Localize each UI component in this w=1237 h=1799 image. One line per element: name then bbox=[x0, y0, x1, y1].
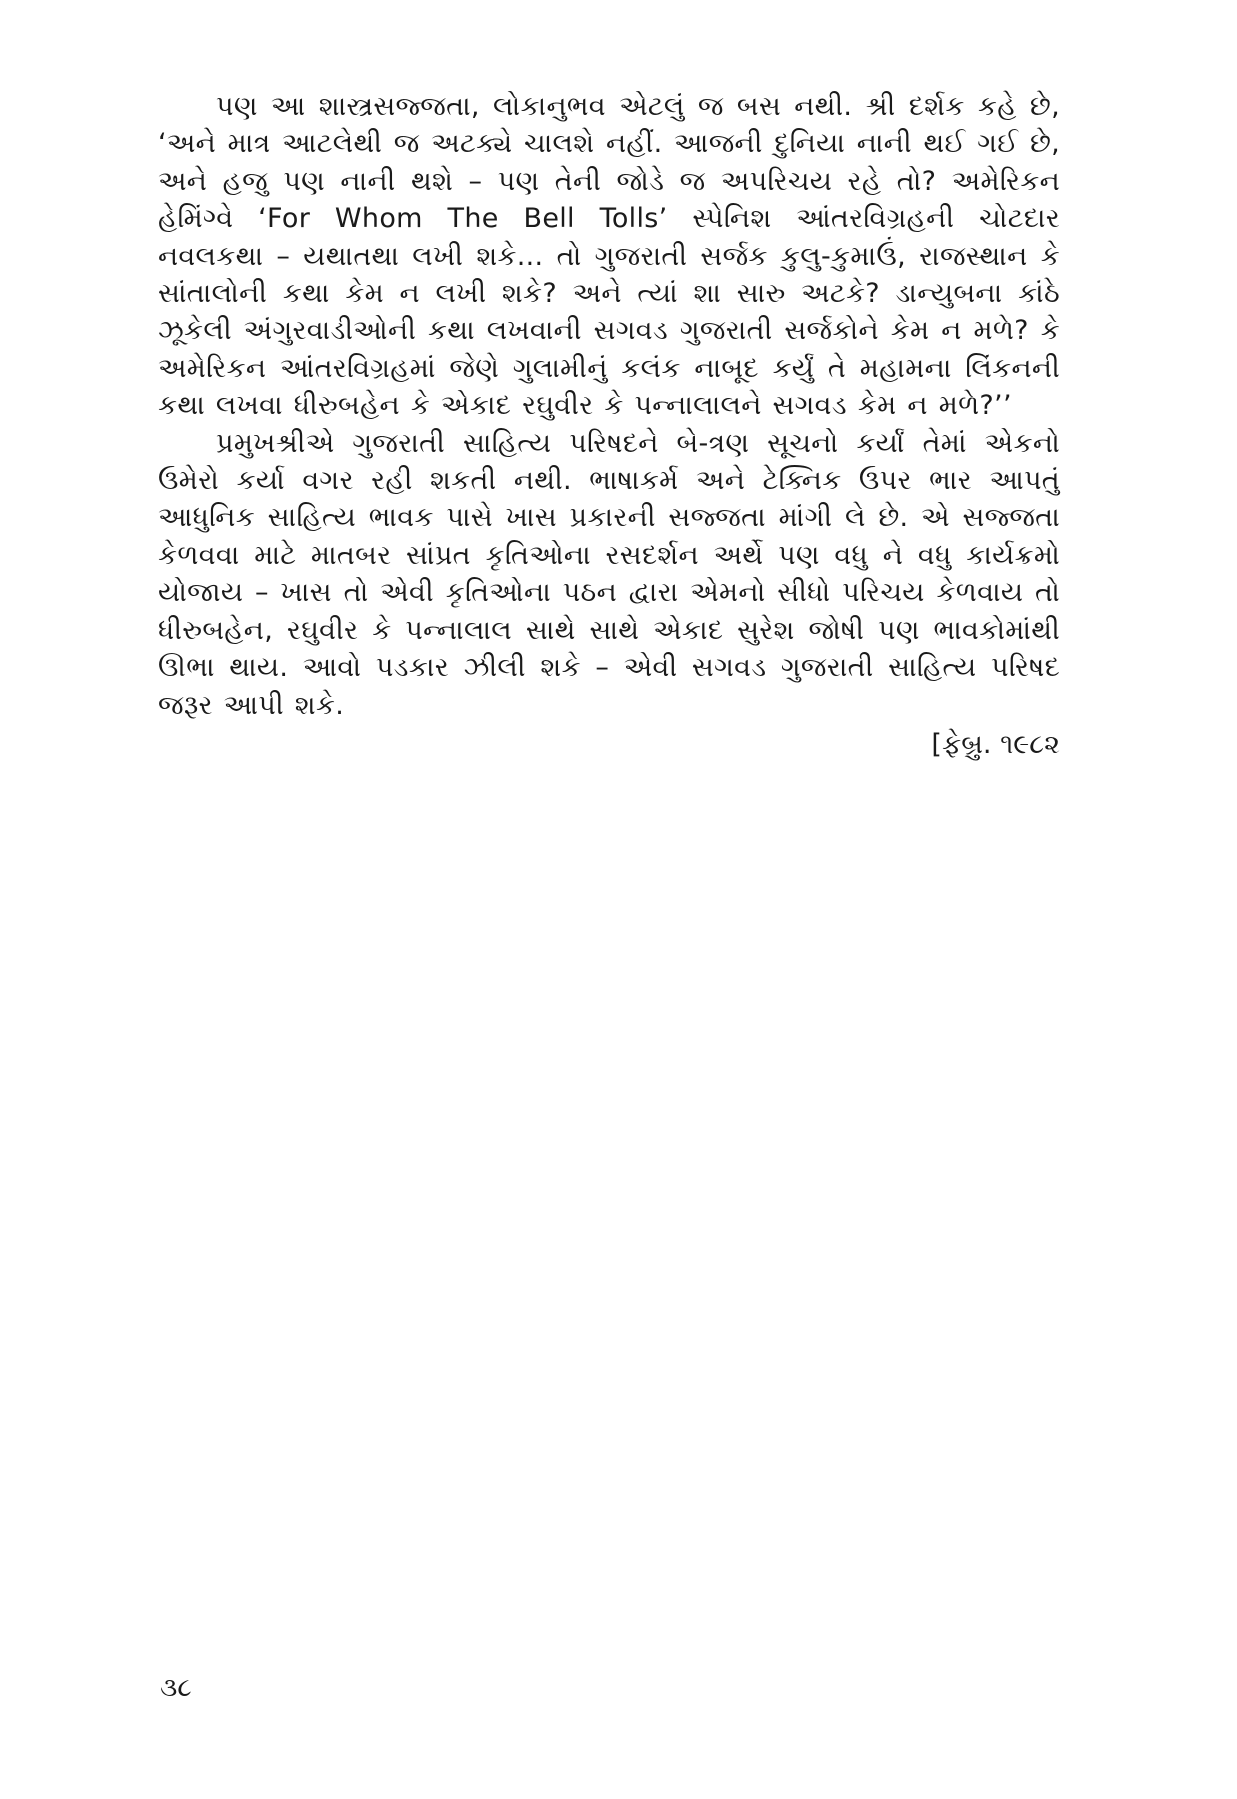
page-number: ૩૮ bbox=[160, 1673, 192, 1703]
page-body bbox=[158, 88, 1060, 763]
paragraph-2: પ્રમુખશ્રીએ ગુજરાતી સાહિત્ય પરિષદને બે-ત્રણ સૂચનો કર્યાં તેમાં એકનો ઉમેરો કર્યા વગર રહી શકતી નથી. ભાષાકર્મ અને ટેક્નિક ઉપર ભાર આપતું આધુનિક સાહિત્ય ભાવક પાસે ખાસ પ્રકારની સજ્જતા માંગી લે છે. એ સજ્જતા કેળવવા માટે માતબર સાંપ્રત કૃતિઓના રસદર્શન અર્થે પણ વધુ ને વધુ કાર્યક્રમો યોજાય – ખાસ તો એવી કૃતિઓના પઠન દ્વારા એમનો સીધો પરિચય કેળવાય તો ધીરુબહેન, રઘુવીર કે પન્નાલાલ સાથે સાથે એકાદ સુરેશ જોષી પણ ભાવકોમાંથી ઊભા થાય. આવો પડકાર ઝીલી શકે – એવી સગવડ ગુજરાતી સાહિત્ય પરિષદ જરૂર આપી શકે. bbox=[158, 427, 1060, 721]
paragraph-1: પણ આ શાસ્ત્રસજ્જતા, લોકાનુભવ એટલું જ બસ નથી. શ્રી દર્શક કહે છે, ‘અને માત્ર આટલેથી જ અટક્યે ચાલશે નહીં. આજની દુનિયા નાની થઈ ગઈ છે, અને હજુ પણ નાની થશે – પણ તેની જોડે જ અપરિચય રહે તો? અમેરિકન હેમિંગ્વે ‘For Whom The Bell Tolls’ સ્પેનિશ આંતરવિગ્રહની ચોટદાર નવલકથા – યથાતથા લખી શકે... તો ગુજરાતી સર્જક કુલુ-કુમાઉં, રાજસ્થાન કે સાંતાલોની કથા કેમ ન લખી શકે? અને ત્યાં શા સારુ અટકે? ડાન્યુબના કાંઠે ઝૂકેલી અંગુરવાડીઓની કથા લખવાની સગવડ ગુજરાતી સર્જકોને કેમ ન મળે? કે અમેરિકન આંતરવિગ્રહમાં જેણે ગુલામીનું કલંક નાબૂદ કર્યું તે મહામના લિંકનની કથા લખવા ધીરુબહેન કે એકાદ રઘુવીર કે પન્નાલાલને સગવડ કેમ ન મળે?’’ bbox=[158, 91, 1060, 422]
dateline: [ફેબ્રુ. ૧૯૮૨ bbox=[931, 728, 1060, 760]
